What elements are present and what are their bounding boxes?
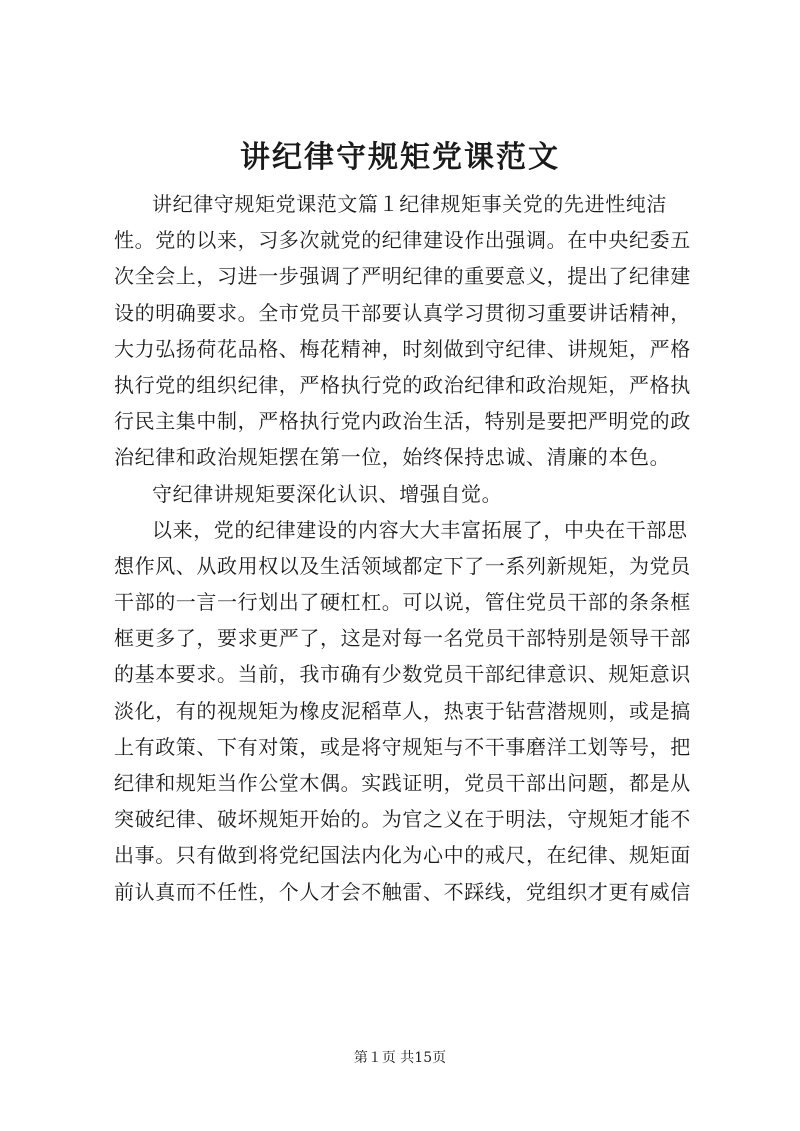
text-line: 框更多了，要求更严了，这是对每一名党员干部特别是领导干部 [114, 626, 691, 651]
text-line: 想作风、从政用权以及生活领域都定下了一系列新规矩，为党员 [114, 553, 691, 578]
text-line: 的基本要求。当前，我市确有少数党员干部纪律意识、规矩意识 [114, 662, 691, 687]
text-line: 上有政策、下有对策，或是将守规矩与不干事磨洋工划等号，把 [114, 734, 691, 759]
text-line: 以来，党的纪律建设的内容大大丰富拓展了，中央在干部思 [152, 517, 688, 542]
document-body [114, 186, 700, 910]
text-line: 执行党的组织纪律，严格执行党的政治纪律和政治规矩，严格执 [114, 372, 691, 397]
text-line: 性。党的以来，习多次就党的纪律建设作出强调。在中央纪委五 [114, 228, 691, 253]
text-line: 纪律和规矩当作公堂木偶。实践证明，党员干部出问题，都是从 [114, 771, 691, 795]
text-line: 出事。只有做到将党纪国法内化为心中的戒尺，在纪律、规矩面 [114, 843, 691, 868]
text-line: 突破纪律、破坏规矩开始的。为官之义在于明法，守规矩才能不 [114, 807, 691, 832]
text-line: 淡化，有的视规矩为橡皮泥稻草人，热衷于钻营潜规则，或是搞 [114, 698, 691, 723]
text-line: 大力弘扬荷花品格、梅花精神，时刻做到守纪律、讲规矩，严格 [114, 336, 691, 361]
document-title: 讲纪律守规矩党课范文 [240, 140, 560, 175]
text-line: 干部的一言一行划出了硬杠杠。可以说，管住党员干部的条条框 [114, 590, 691, 615]
text-line: 治纪律和政治规矩摆在第一位，始终保持忠诚、清廉的本色。 [114, 445, 671, 470]
text-line: 守纪律讲规矩要深化认识、增强自觉。 [152, 481, 503, 506]
text-line: 次全会上，习进一步强调了严明纪律的重要意义，提出了纪律建 [114, 264, 691, 289]
page-footer: 第１页 共15页 [353, 1050, 447, 1066]
text-line: 设的明确要求。全市党员干部要认真学习贯彻习重要讲话精神， [114, 300, 691, 325]
text-line: 讲纪律守规矩党课范文篇１纪律规矩事关党的先进性纯洁 [152, 192, 667, 216]
text-line: 行民主集中制，严格执行党内政治生活，特别是要把严明党的政 [114, 409, 691, 434]
text-line: 前认真而不任性，个人才会不触雷、不踩线，党组织才更有威信 [114, 879, 691, 904]
